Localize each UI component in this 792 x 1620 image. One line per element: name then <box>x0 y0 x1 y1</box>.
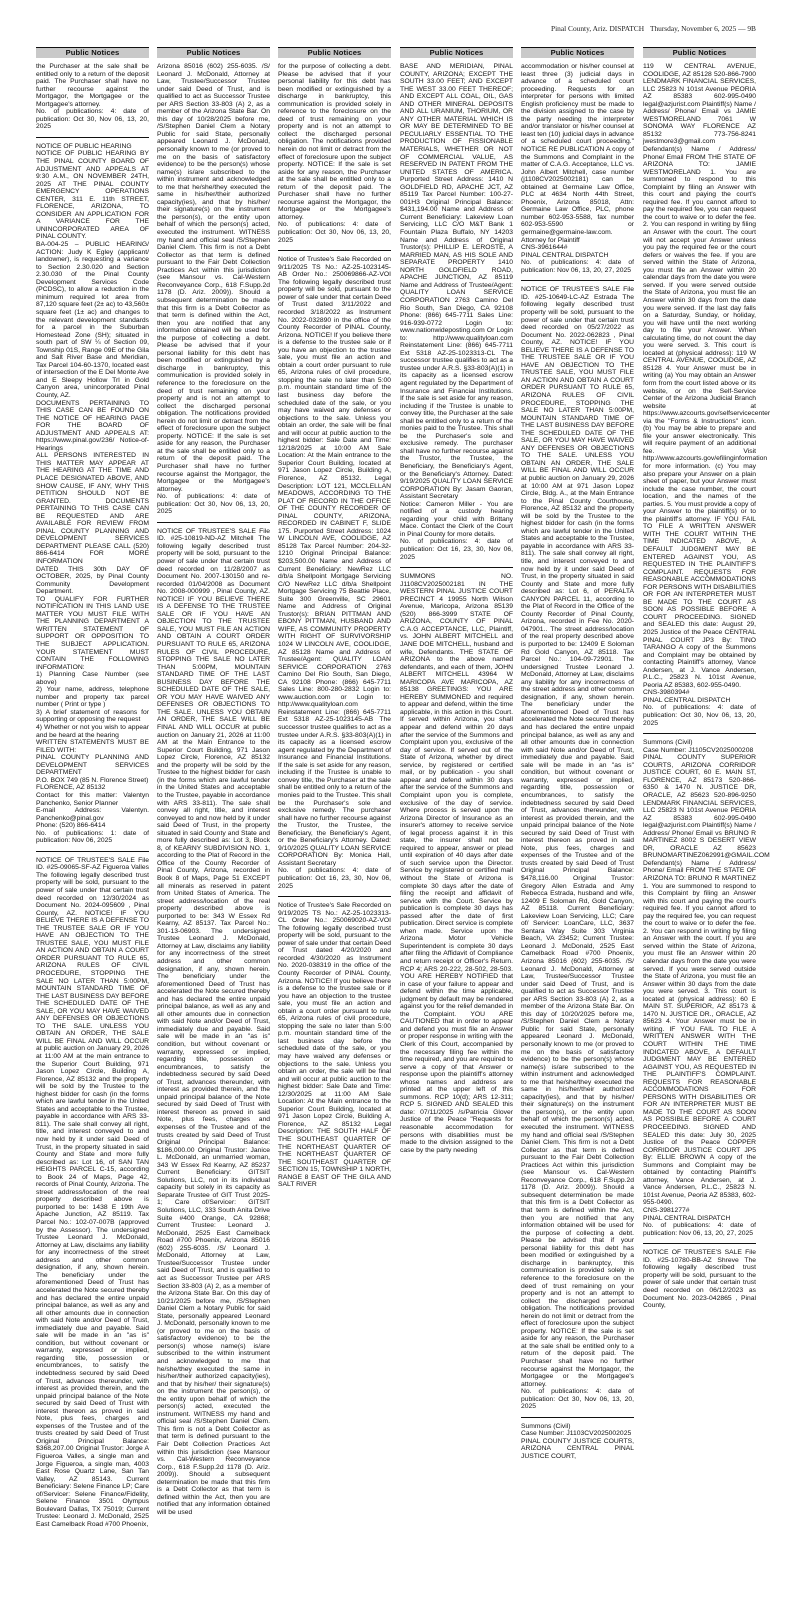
column-body <box>278 63 391 1189</box>
public-notice <box>521 286 634 1410</box>
notice-divider <box>36 137 149 138</box>
notice-paragraph: E-mail Address: Valentyn. Panchenko@pinal.gov <box>36 807 149 822</box>
notice-paragraph: Notice of Trustee's Sale Recorded on 9/19/2025 TS No.: AZ-25-1023313-CL Order No.: 250069020-AZ-VOI The following legally described trust property will be sold, pursuant to the power of sale under that certain Deed of Trust dated 4/20/2020 and recorded 4/30/2020 as Instrument No. 2020-038319 in the office of the County Recorder of PINAL County, Arizona. NOTICE! If you believe there is a defense to the trustee sale or if you have an objection to the trustee sale, you must file an action and obtain a court order pursuant to rule 65, Arizona rules of civil procedure, stopping the sale no later than 5:00 p.m. mountain standard time of the last business day before the scheduled date of the sale, or you may have waived any defenses or objections to the sale. Unless you obtain an order, the sale will be final and will occur at public auction to the highest bidder: Sale Date and Time: 12/30/2025 at 11:00 AM Sale Location: At the Main entrance to the Superior Court Building, located at 971 Jason Lopez Circle, Building A, Florence, AZ 85132 Legal Description: THE SOUTH HALF OF THE SOUTHEAST QUARTER OF THE NORTHEAST QUARTER OF THE NORTHEAST QUARTER OF THE SOUTHEAST QUARTER OF SECTION 15, TOWNSHIP 1 NORTH, RANGE 8 EAST OF THE GILA AND SALT RIVER <box>278 902 391 1189</box>
notice-paragraph: PINAL COUNTY PLANNING AND DEVELOPMENT SERVICES DEPARTMENT <box>36 754 149 777</box>
public-notice <box>36 857 149 1529</box>
notice-paragraph: CNS-3981277# <box>643 1207 690 1215</box>
notice-paragraph: FLORENCE, AZ 85132 <box>36 784 106 792</box>
notice-paragraph: NOTICE OF PUBLIC HEARING <box>36 142 132 150</box>
notice-paragraph: No. of publications: 4: date of publication: Oct 16, 23, 30, Nov 06, 2025 <box>278 867 391 890</box>
notice-paragraph: PINAL CENTRAL DISPATCH <box>643 696 731 704</box>
notice-column <box>521 47 634 1582</box>
notice-paragraph: 4) Whether or not you wish to appear and be heard at the hearing <box>36 724 149 739</box>
notice-paragraph: ALL PERSONS INTERESTED IN THIS MATTER MAY APPEAR AT THE HEARING AT THE TIME AND PLACE DESIGNATED ABOVE, AND SHOW CAUSE, IF ANY, WHY THIS PETITION SHOULD NOT BE GRANTED. DOCUMENTS PERTAINING TO THIS CASE CAN BE REQUESTED AND ARE AVAILABLE FOR REVIEW FROM PINAL COUNTY PLANNING AND DEVELOPMENT SERVICES DEPARTMENT PLEASE CALL (520) 866-6414 FOR MORE INFORMATION <box>36 452 149 565</box>
notice-paragraph: NOTICE OF TRUSTEE'S SALE File ID. #25-09065-SF-AZ Figueroa Valles The following legally described trust property will be sold, pursuant to the power of sale under that certain trust deed recorded on 12/30/2024 as Document No. 2024-095609 , Pinal County, AZ. NOTICE! IF YOU BELIEVE THERE IS A DEFENSE TO THE TRUSTEE SALE OR IF YOU HAVE AN OBJECTION TO THE TRUSTEE SALE, YOU MUST FILE AN ACTION AND OBTAIN A COURT ORDER PURSUANT TO RULE 65, ARIZONA RULES OF CIVIL PROCEDURE, STOPPING THE SALE NO LATER THAN 5:00PM, MOUNTAIN STANDARD TIME OF THE LAST BUSINESS DAY BEFORE THE SCHEDULED DATE OF THE SALE, OR YOU MAY HAVE WAIVED ANY DEFENSES OR OBJECTIONS TO THE SALE. UNLESS YOU OBTAIN AN ORDER, THE SALE WILL BE FINAL AND WILL OCCUR at public auction on January 29, 2026 at 11:00 AM at the main entrance to the Superior Court Building, 971 Jason Lopez Circle, Building A, Florence, AZ 85132 and the property will be sold by the Trustee to the highest bidder for cash (in the forms which are lawful tender in the United States and acceptable to the Trustee, payable in accordance with ARS 33-811). The sale shall convey all right, title, and interest conveyed to and now held by it under said Deed of Trust, in the property situated in said County and State and more fully described as: Lot 16, of SAN TAN HEIGHTS PARCEL C-15, according to Book 24 of Maps, Page 42, records of Pinal County, Arizona. The street address/location of the real property described above is purported to be: 1438 E 19th Ave Apache Junction, AZ 85119. Tax Parcel No.: 102-07-007B (approved by the Assessor). The undersigned Trustee Leonard J. McDonald, Attorney at Law, disclaims any liability for any incorrectness of the street address and other common designation, if any, shown herein. The beneficiary under the aforementioned Deed of Trust has accelerated the Note secured thereby and has declared the entire unpaid principal balance, as well as any and all other amounts due in connection with said Note and/or Deed of Trust, immediately due and payable. Said sale will be made in an "as is" condition, but without covenant or warranty, expressed or implied, regarding title, possession or encumbrances, to satisfy the indebtedness secured by said Deed of Trust, advances thereunder, with interest as provided therein, and the unpaid principal balance of the Note secured by said Deed of Trust with interest thereon as proved in said Note, plus fees, charges and expenses of the Trustee and of the trusts created by said Deed of Trust Original Principal Balance: $368,207.00 Original Trustor: Jorge A Figueroa Valles, a single man and Jorge Figueroa, a single man, 4003 East Rose Quartz Lane, San Tan Valley, AZ 85143. Current Beneficiary: Selene Finance LP; Care of/Servicer: Selene Finance/Fidelity, Selene Finance 3501 Olympus Boulevard Dallas, TX 75019; Current Trustee: Leonard J. McDonald, 2525 East Camelback Road #700 Phoenix, <box>36 856 149 1528</box>
notice-paragraph: No. of publications: 4: date of publication: Oct 16, 23, 30, Nov 06, 2025 <box>400 538 513 561</box>
notice-paragraph: SUMMONS NO. J1108CV2025002181 IN THE WESTERN PINAL JUSTICE COURT PRECINCT 4 19955 North Wilson Avenue, Maricopa, Arizona 85139 (520) 866-3999 STATE OF ARIZONA, COUNTY OF PINAL C.A.G ACCEPTANCE, LLC, Plaintiff, vs. JOHN ALBERT MITCHELL and JANE DOE MITCHELL, husband and wife, Defendants. THE STATE OF ARIZONA to the above named defendants, and each of them, JOHN ALBERT MITCHELL 43964 W MARICOPA AVE MARICOPA, AZ 85138 GREETINGS: YOU ARE HEREBY SUMMONED and required to appear and defend, within the time applicable, in this action in this Court. If served within Arizona, you shall appear and defend within 20 days after the service of the Summons and Complaint upon you, exclusive of the day of service. If served out of the State of Arizona, whether by direct service, by registered or certified mail, or by publication - you shall appear and defend within 30 days after the service of the Summons and Complaint upon you is complete, exclusive of the day of service. Where process is served upon the Arizona Director of Insurance as an insurer's attorney to receive service of legal process against it in this state, the insurer shall not be required to appear, answer or plead until expiration of 40 days after date of such service upon the Director. Service by registered or certified mail without the State of Arizona is complete 30 days after the date of filing the receipt and affidavit of service with the Court. Service by publication is complete 30 days has passed after the date of first publication. Direct service is complete when made. Service upon the Arizona Motor Vehicle Superintendent is complete 30 days after filing the Affidavit of Compliance and return receipt or Officer's Return. RCP 4; ARS 20-222, 28-502, 28-503. YOU ARE HEREBY NOTIFIED that in case of your failure to appear and defend within the time applicable, judgment by default may be rendered against you for the relief demanded in the Complaint. YOU ARE CAUTIONED that in order to appear and defend you must file an Answer or proper response in writing with the Clerk of this Court, accompanied by the necessary filing fee within the time required, and you are required to serve a copy of that Answer or response upon the plaintiff's attorney whose names and address are printed at the upper left of this summons. RCP 10(d); ARS 12-311; RCP 5. SIGNED AND SEALED this date: 07/11/2025 /s/Patricia Glover Justice of the Peace "Requests for reasonable accommodation for persons with disabilities must be made to the division assigned to the case by the party needing <box>400 573 513 1154</box>
public-notice <box>400 573 513 1154</box>
column-body <box>157 63 270 1516</box>
column-header: Public Notices <box>643 47 756 58</box>
notice-paragraph: Notice: Cameron Miller - You are notified of a custody hearing regarding your child with Brittany Mace. Contact the Clerk of the Court in Pinal County for more details. <box>400 500 513 538</box>
notice-paragraph: PINAL CENTRAL DISPATCH <box>521 251 609 259</box>
notice-divider <box>643 733 756 734</box>
notice-paragraph: Arizona 85016 (602) 255-6035. /S/ Leonard J. McDonald, Attorney at Law, Trustee/Successor Trustee under said Deed of Trust, and is qualified to act as Successor Trustee per ARS Section 33-803 (A) 2, as a member of the Arizona State Bar. On this day of 10/28/2025 before me, /S/Stephen Daniel Clem a Notary Public for said State, personally appeared Leonard J. McDonald, personally known to me (or proved to me on the basis of satisfactory evidence) to be the person(s) whose name(s) is/are subscribed to the within instrument and acknowledged to me that he/she/they executed the same in his/her/their authorized capacity(ies), and that by his/her/ their signature(s) on the instrument the person(s), or the entity upon behalf of which the person(s) acted, executed the instrument. WITNESS my hand and official seal /S/Stephen Daniel Clem. This firm is not a Debt Collector as that term is defined pursuant to the Fair Debt Collection Practices Act within this jurisdiction (see Mansour vs. Cal-Western Reconveyance Corp., 618 F.Supp.2d 1178 (D. Ariz. 2009)). Should a subsequent determination be made that this firm is a Debt Collector as that term is defined within the Act, then you are notified that any information obtained will be used for the purpose of collecting a debt. Please be advised that if your personal liability for this debt has been modified or extinguished by a discharge in bankruptcy, this communication is provided solely in reference to the foreclosure on the deed of trust remaining on your property and is not an attempt to collect the discharged personal obligation. The notifications provided herein do not limit or detract from the effect of foreclosure upon the subject property. NOTICE: If the sale is set aside for any reason, the Purchaser at the sale shall be entitled only to a return of the deposit paid. The Purchaser shall have no further recourse against the Mortgagor, the Mortgagee or the Mortgagee's attorney. <box>157 63 270 493</box>
notice-paragraph: No. of publications: 4: date of publication: Nov 06, 13, 20, 27, 2025 <box>521 259 634 274</box>
column-header: Public Notices <box>521 47 634 58</box>
notice-divider <box>157 522 270 523</box>
notice-paragraph: BA-004-25 – PUBLIC HEARING/ ACTION: Judy K Egley (applicant/ landowner), is requesting a variance to Section 2.30.020 and Section 2.30.030 of the Pinal County Development Services Code (PCDSC), to allow a reduction in the minimum required lot area from 87,120 square feet (2± ac) to 43,560± square feet (1± ac) and changes to the relevant development standards for a parcel in the Suburban Homestead Zone (SH); situated in south part of SW ¼ of Section 09, Township 01S, Range 09E of the Gila and Salt River Base and Meridian, Tax Parcel 104-60-1370, located east of intersection of the E Del Monte Ave and E Sleepy Hollow Trl in Gold Canyon area, unincorporated Pinal County, AZ. <box>36 241 149 399</box>
notice-paragraph: 2) Your name, address, telephone number and property tax parcel number ( Print or type ) <box>36 686 149 709</box>
notice-paragraph: 3) A brief statement of reasons for supporting or opposing the request <box>36 708 149 724</box>
public-notice <box>643 739 770 1237</box>
public-notice <box>521 1423 634 1461</box>
column-body <box>36 63 149 1528</box>
notice-paragraph: P.O. BOX 749 (85 N. Florence Street) <box>36 776 149 784</box>
public-notice <box>157 528 270 1517</box>
column-body <box>643 63 771 1310</box>
column-header: Public Notices <box>36 47 149 58</box>
notice-paragraph: 1) Planning Case Number (see above) <box>36 671 149 686</box>
notice-paragraph: Summons (Civil) <box>643 739 693 747</box>
notice-paragraph: No. of publications: 4: date of publication: Oct 30, Nov 06, 13, 20, 2025 <box>278 221 391 244</box>
notice-divider <box>278 896 391 897</box>
notice-paragraph: No. of publications: 4: date of publication: Oct 30, Nov 06, 13, 20, 2025 <box>521 1388 634 1411</box>
notice-divider <box>400 567 513 568</box>
notice-paragraph: No. of publications: 1: date of publication: Nov 06, 2025 <box>36 829 149 845</box>
notice-column <box>643 47 771 1582</box>
column-body <box>400 63 513 1154</box>
notice-paragraph: No. of publications: 4: date of publication: Oct 30, Nov 06, 13, 20, 2025 <box>643 704 756 727</box>
notice-paragraph: Notice of Trustee's Sale Recorded on 9/11/2025 TS No.: AZ-25-1023145-AB Order No.: 250069866-AZ-VOI The following legally described trust property will be sold, pursuant to the power of sale under that certain Deed of Trust dated 3/11/2022 and recorded 3/18/2022 as Instrument No. 2022-032890 in the office of the County Recorder of PINAL County, Arizona. NOTICE! If you believe there is a defense to the trustee sale or if you have an objection to the trustee sale, you must file an action and obtain a court order pursuant to rule 65, Arizona rules of civil procedure, stopping the sale no later than 5:00 p.m. mountain standard time of the last business day before the scheduled date of the sale, or you may have waived any defenses or objections to the sale. Unless you obtain an order, the sale will be final and will occur at public auction to the highest bidder: Sale Date and Time: 12/18/2025 at 10:00 AM Sale Location: At the Main entrance to the Superior Court Building, located at 971 Jason Lopez Circle, Building A, Florence, AZ 85132. Legal Description: LOT 121, MCCLELLAN MEADOWS, ACCORDING TO THE PLAT OF RECORD IN THE OFFICE OF THE COUNTY RECORDER OF PINAL COUNTY, ARIZONA, RECORDED IN CABINET F, SLIDE 175. Purported Street Address: 1024 W LINCOLN AVE, COOLIDGE, AZ 85128 Tax Parcel Number: 204-32-1210 Original Principal Balance: $203,500.00 Name and Address of Current Beneficiary: NewRez LLC d/b/a Shellpoint Mortgage Servicing C/O NewRez LLC d/b/a Shellpoint Mortgage Servicing 75 Beattie Place, Suite 300 Greenville, SC 29601 Name and Address of Original Trustor(s): BRIAN PITTMAN AND EBONY PITTMAN, HUSBAND AND WIFE, AS COMMUNITY PROPERTY WITH RIGHT OF SURVIVORSHIP 1024 W LINCOLN AVE, COOLIDGE, AZ 85128 Name and Address of Trustee/Agent: QUALITY LOAN SERVICE CORPORATION 2763 Camino Del Rio South, San Diego, CA 92108 Phone: (866) 645-7711 Sales Line: 800-280-2832 Login to: www.auction.com or Login to: http://www.qualityloan.com Reinstatement Line: (866) 645-7711 Ext 5318 AZ-25-1023145-AB The successor trustee qualifies to act as a trustee under A.R.S. §33-803(A)(1) in its capacity as a licensed escrow agent regulated by the Department of Insurance and Financial Institutions. If the sale is set aside for any reason, including if the Trustee is unable to convey title, the Purchaser at the sale shall be entitled only to a return of the monies paid to the Trustee. This shall be the Purchaser's sole and exclusive remedy. The purchaser shall have no further recourse against the Trustor, the Trustee, the Beneficiary, the Beneficiary's Agent, or the Beneficiary's Attorney. Dated: 9/10/2025 QUALITY LOAN SERVICE CORPORATION By: Monica Hall, Assistant Secretary <box>278 256 391 867</box>
notice-paragraph: No. of publications: 4: date of publication: Nov 06, 13, 20, 27, 2025 <box>643 1222 756 1237</box>
notice-paragraph: NOTICE OF TRUSTEE'S SALE File ID. #25-10780-BB-AZ Shreve The following legally described trust property will be sold, pursuant to the power of sale under that certain trust deed recorded on 06/12/2023 as Document No. 2023-042865 , Pinal County, <box>643 1249 756 1310</box>
notice-paragraph: Case Number: J1103CV2025002025 <box>521 1430 632 1438</box>
notice-paragraph: 119 W CENTRAL AVENUE, COOLIDGE, AZ 85128 520-866-7900 LENDMARK FINANCIAL SERVICES, LLC 25823 N 101st Avenue PEORIA AZ 85383 602-995-0490 legal@azjurist.com Plaintiff(s) Name / Address/ Phone/ Email vs JAMIE WESTMORELAND 7061 W SONOMA WAY FLORENCE AZ 85132 773-756-8241 jwestmore3@gmail.com Defendant(s) Name / Address/ Phone/ Email FROM THE STATE OF ARIZONA TO: JAMIE WESTMORELAND 1. You are summoned to respond to this Complaint by filing an Answer with this court and paying the court's required fee. If you cannot afford to pay the required fee, you can request the court to waive or to defer the fee. 2. You can respond in writing by filing an Answer with the court. The court will not accept your Answer unless you pay the required fee or the court defers or waives the fee. If you are served within the State of Arizona, you must file an Answer within 20 calendar days from the date you were served. If you were served outside the State of Arizona, you must file an Answer within 30 days from the date you were served. If the last day falls on a Saturday, Sunday, or holiday, you will have until the next working day to file your Answer. When calculating time, do not count the day you were served. 3. This court is located at (physical address): 119 W CENTRAL AVENUE, COOLIDGE, AZ 85128 4. Your Answer must be in writing (a) You may obtain an Answer form from the court listed above or its website, or on the Self-Service Center of the Arizona Judicial Branch website at https://www.azcourts.gov/selfservicecenter via the "Forms & Instructions" icon. (b) You may be able to prepare and file your answer electronically. This will require payment of an additional fee. Visit http://www.azcourts.gov/efilinginformation for more information. (c) You may also prepare your Answer on a plain sheet of paper, but your Answer must include the case number, the court location, and the names of the parties. 5. You must provide a copy of your Answer to the plaintiff(s) or to the plaintiff's attorney. IF YOU FAIL TO FILE A WRITTEN ANSWER WITH THE COURT WITHIN THE TIME INDICATED ABOVE, A DEFAULT JUDGMENT MAY BE ENTERED AGAINST YOU, AS REQUESTED IN THE PLAINTIFF'S COMPLAINT. REQUESTS FOR REASONABLE ACCOMMODATIONS FOR PERSONS WITH DISABILITIES OR FOR AN INTERPRETER MUST BE MADE TO THE COURT AS SOON AS POSSIBLE BEFORE A COURT PROCEEDING. SIGNED and SEALED this date: August 29, 2025 Justice of the Peace CENTRAL PINAL COURT JP3 By: TINO TARANGO A copy of the Summons and Complaint may be obtained by contacting Plaintiff's attorney, Vance Andersen, at J. Vance Andersen, P.L.C., 25823 N. 101st Avenue, Peoria AZ 85383, 602-955-0490. <box>643 63 771 689</box>
public-notice <box>643 1249 756 1309</box>
public-notice <box>278 256 391 890</box>
notice-paragraph: BASE AND MERIDIAN, PINAL COUNTY, ARIZONA; EXCEPT THE SOUTH 33.00 FEET; AND EXCEPT THE WEST 33.00 FEET THEREOF; AND EXCEPT ALL COAL, OIL, GAS AND OTHER MINERAL DEPOSITS AND ALL URANIUM, THORIUM, OR ANY OTHER MATERIAL WHICH IS OR MAY BE DETERMINED TO BE PECULIARLY ESSENTIAL TO THE PRODUCTION OF FISSIONABLE MATERIALS, WHETHER OR NOT OF COMMERCIAL VALUE, AS RESERVED IN PATENT FROM THE UNITED STATES OF AMERICA. Purported Street Address: 1410 N GOLDFIELD RD, APACHE JCT, AZ 85119 Tax Parcel Number: 100-27-001H3 Original Principal Balance: $431,194.00 Name and Address of Current Beneficiary: Lakeview Loan Servicing, LLC C/O M&T Bank 1 Fountain Plaza Buffalo, NY 14203 Name and Address of Original Trustor(s): PHILLIP E. LEROSTE, A MARRIED MAN, AS HIS SOLE AND SEPARATE PROPERTY 1410 NORTH GOLDFIELD ROAD, APACHE JUNCTION, AZ 85119 Name and Address of Trustee/Agent: QUALITY LOAN SERVICE CORPORATION 2763 Camino Del Rio South, San Diego, CA 92108 Phone: (866) 645-7711 Sales Line: 916-939-0772 Login to: www.nationwideposting.com Or Login to: http://www.qualityloan.com Reinstatement Line: (866) 645-7711 Ext 5318 AZ-25-1023313-CL The successor trustee qualifies to act as a trustee under A.R.S. §33-803(A)(1) in its capacity as a licensed escrow agent regulated by the Department of Insurance and Financial Institutions. If the sale is set aside for any reason, including if the Trustee is unable to convey title, the Purchaser at the sale shall be entitled only to a return of the monies paid to the Trustee. This shall be the Purchaser's sole and exclusive remedy. The purchaser shall have no further recourse against the Trustor, the Trustee, the Beneficiary, the Beneficiary's Agent, or the Beneficiary's Attorney. Dated: 9/19/2025 QUALITY LOAN SERVICE CORPORATION By: Jasam Gaoran, Assistant Secretary <box>400 63 513 501</box>
column-header: Public Notices <box>400 47 513 58</box>
notice-paragraph: PINAL COUNTY SUPERIOR COURTS, ARIZONA CORRIDOR JUSTICE COURT, 60 E. MAIN ST, FLORENCE, AZ 85173 520-866-6350 & 1470 N. JUSTICE DR, ORACLE, AZ 85623 520-896-9250 LENDMARK FINANCIAL SERVICES, LLC 25823 N 101st Avenue PEORIA AZ 85383 602-995-0490 legal@azjurist.com Plaintiff(s) Name / Address/ Phone/ Email vs BRUNO R MARTINEZ 8002 S DESERT VIEW DR, ORACLE AZ 85623 BRUNOMARTINEZ062991@GMAIL.COM Defendant(s) Name / Address/ Phone/ Email FROM THE STATE OF ARIZONA TO: BRUNO R MARTINEZ 1. You are summoned to respond to this Complaint by filing an Answer with this court and paying the court's required fee. If you cannot afford to pay the required fee, you can request the court to waive or to defer the fee. 2. You can respond in writing by filing an Answer with the court. If you are served within the State of Arizona, you must file an Answer within 20 calendar days from the date you were served. If you were served outside the State of Arizona, you must file an Answer within 30 days from the date you were served. 3. This court is located at (physical address): 60 E MAIN ST. SUPERIOR, AZ 85173 & 1470 N. JUSTICE DR., ORACLE, AZ 85623 4. Your Answer must be in writing. IF YOU FAIL TO FILE A WRITTEN ANSWER WITH THE COURT WITHIN THE TIME INDICATED ABOVE, A DEFAULT JUDGMENT MAY BE ENTERED AGAINST YOU, AS REQUESTED IN THE PLAINTIFF'S COMPLAINT. REQUESTS FOR REASONABLE ACCOMMODATIONS FOR PERSONS WITH DISABILITIES OR FOR AN INTERPRETER MUST BE MADE TO THE COURT AS SOON AS POSSIBLE BEFORE A COURT PROCEEDING. SIGNED AND SEALED this date: July 30, 2025 Justice of the Peace COPPER CORRIDOR JUSTICE COURT JP5 By: ELLIE BROWN A copy of the Summons and Complaint may be obtained by contacting Plaintiff's attorney, Vance Andersen, at J. Vance Andersen, P.L.C., 25823 N. 101st Avenue, Peoria AZ 85383, 602-955-0490. <box>643 754 770 1207</box>
notice-paragraph: for the purpose of collecting a debt. Please be advised that if your personal liability for this debt has been modified or extinguished by a discharge in bankruptcy, this communication is provided solely in reference to the foreclosure on the deed of trust remaining on your property and is not an attempt to collect the discharged personal obligation. The notifications provided herein do not limit or detract from the effect of foreclosure upon the subject property. NOTICE: If the sale is set aside for any reason, the Purchaser at the sale shall be entitled only to a return of the deposit paid. The Purchaser shall have no further recourse against the Mortgagor, the Mortgagee or the Mortgagee's attorney. <box>278 63 391 221</box>
notice-paragraph: NOTICE OF TRUSTEE'S SALE File ID. #25-10649-LC-AZ Estrada The following legally described trust property will be sold, pursuant to the power of sale under that certain trust deed recorded on 05/27/2022 as Document No. 2022-062823 , Pinal County, AZ. NOTICE! IF YOU BELIEVE THERE IS A DEFENSE TO THE TRUSTEE SALE OR IF YOU HAVE AN OBJECTION TO THE TRUSTEE SALE, YOU MUST FILE AN ACTION AND OBTAIN A COURT ORDER PURSUANT TO RULE 65, ARIZONA RULES OF CIVIL PROCEDURE, STOPPING THE SALE NO LATER THAN 5:00PM, MOUNTAIN STANDARD TIME OF THE LAST BUSINESS DAY BEFORE THE SCHEDULED DATE OF THE SALE, OR YOU MAY HAVE WAIVED ANY DEFENSES OR OBJECTIONS TO THE SALE. UNLESS YOU OBTAIN AN ORDER, THE SALE WILL BE FINAL AND WILL OCCUR at public auction on January 29, 2026 at 10:00 AM at 971 Jason Lopez Circle, Bldg. A., at the Main Entrance to the Pinal County Courthouse, Florence, AZ 85132 and the property will be sold by the Trustee to the highest bidder for cash (in the forms which are lawful tender in the United States and acceptable to the Trustee, payable in accordance with ARS 33-811). The sale shall convey all right, title, and interest conveyed to and now held by it under said Deed of Trust, in the property situated in said County and State and more fully described as: Lot 6, of PERALTA CANYON PARCEL 11, according to the Plat of Record in the Office of the County Recorder of Pinal County, Arizona, recorded in Fee No. 2020-047901.. The street address/location of the real property described above is purported to be: 12409 E Soloman Rd Gold Canyon, AZ 85118. Tax Parcel No.: 104-09-72901. The undersigned Trustee Leonard J. McDonald, Attorney at Law, disclaims any liability for any incorrectness of the street address and other common designation, if any, shown herein. The beneficiary under the aforementioned Deed of Trust has accelerated the Note secured thereby and has declared the entire unpaid principal balance, as well as any and all other amounts due in connection with said Note and/or Deed of Trust, immediately due and payable. Said sale will be made in an "as is" condition, but without covenant or warranty, expressed or implied, regarding title, possession or encumbrances, to satisfy the indebtedness secured by said Deed of Trust, advances thereunder, with interest as provided therein, and the unpaid principal balance of the Note secured by said Deed of Trust with interest thereon as proved in said Note, plus fees, charges and expenses of the Trustee and of the trusts created by said Deed of Trust Original Principal Balance: $478,116.00 Original Trustor: Gregory Allen Estrada and Amy Rebecca Estrada, husband and wife, 12409 E Soloman Rd, Gold Canyon, AZ 85118. Current Beneficiary: Lakeview Loan Servicing, LLC; Care of/ Servicer: LoanCare, LLC, 3637 Sentara Way Suite 303 Virginia Beach, VA 23452; Current Trustee: Leonard J. McDonald, 2525 East Camelback Road #700 Phoenix, Arizona 85016 (602) 255-6035. /S/ Leonard J. McDonald, Attorney at Law, Trustee/Successor Trustee under said Deed of Trust, and is qualified to act as Successor Trustee per ARS Section 33-803 (A) 2, as a member of the Arizona State Bar. On this day of 10/20/2025 before me, /S/Stephen Daniel Clem a Notary Public for said State, personally appeared Leonard J. McDonald, personally known to me (or proved to me on the basis of satisfactory evidence) to be the person(s) whose name(s) is/are subscribed to the within instrument and acknowledged to me that he/she/they executed the same in his/her/their authorized capacity(ies), and that by his/her/ their signature(s) on the instrument the person(s), or the entity upon behalf of which the person(s) acted, executed the instrument. WITNESS my hand and official seal /S/Stephen Daniel Clem. This firm is not a Debt Collector as that term is defined pursuant to the Fair Debt Collection Practices Act within this jurisdiction (see Mansour vs. Cal-Western Reconveyance Corp., 618 F.Supp.2d 1178 (D. Ariz. 2009)). Should a subsequent determination be made that this firm is a Debt Collector as that term is defined within the Act, then you are notified that any information obtained will be used for the purpose of collecting a debt. Please be advised that if your personal liability for this debt has been modified or extinguished by a discharge in bankruptcy, this communication is provided solely in reference to the foreclosure on the deed of trust remaining on your property and is not an attempt to collect the discharged personal obligation. The notifications provided herein do not limit or detract from the effect of foreclosure upon the subject property. NOTICE: If the sale is set aside for any reason, the Purchaser at the sale shall be entitled only to a return of the deposit paid. The Purchaser shall have no further recourse against the Mortgagor, the Mortgagee or the Mortgagee's attorney. <box>521 286 634 1388</box>
notice-divider <box>36 851 149 852</box>
issue-date-page: Thursday, November 6, 2025 — 9B <box>649 24 756 33</box>
public-notice <box>521 63 634 274</box>
column-header: Public Notices <box>157 47 270 58</box>
notice-paragraph: NOTICE OF TRUSTEE'S SALE File ID. #25-10819-ND-AZ Mitchell The following legally described trust property will be sold, pursuant to the power of sale under that certain trust deed recorded on 11/28/2007 as Document No. 2007-130150 and re-recorded 01/04/2008 as Document No. 2008-000999 , Pinal County, AZ. NOTICE! IF YOU BELIEVE THERE IS A DEFENSE TO THE TRUSTEE SALE OR IF YOU HAVE AN OBJECTION TO THE TRUSTEE SALE, YOU MUST FILE AN ACTION AND OBTAIN A COURT ORDER PURSUANT TO RULE 65, ARIZONA RULES OF CIVIL PROCEDURE, STOPPING THE SALE NO LATER THAN 5:00PM, MOUNTAIN STANDARD TIME OF THE LAST BUSINESS DAY BEFORE THE SCHEDULED DATE OF THE SALE, OR YOU MAY HAVE WAIVED ANY DEFENSES OR OBJECTIONS TO THE SALE. UNLESS YOU OBTAIN AN ORDER, THE SALE WILL BE FINAL AND WILL OCCUR at public auction on January 21, 2026 at 11:00 AM at the Main Entrance to the Superior Court Building, 971 Jason Lopez Circle, Florence, AZ 85132 and the property will be sold by the Trustee to the highest bidder for cash (in the forms which are lawful tender in the United States and acceptable to the Trustee, payable in accordance with ARS 33-811). The sale shall convey all right, title, and interest conveyed to and now held by it under said Deed of Trust, in the property situated in said County and State and more fully described as: Lot 3, Block 8, of KEARNY SUBDIVISION NO. 1, according to the Plat of Record in the Office of the County Recorder of Pinal County, Arizona, recorded in Book 8 of Maps, Page 51 EXCEPT all minerals as reserved in patent from United States of America. The street address/location of the real property described above is purported to be: 343 W Essex Rd Kearny, AZ 85137. Tax Parcel No.: 301-13-06903. The undersigned Trustee Leonard J. McDonald, Attorney at Law, disclaims any liability for any incorrectness of the street address and other common designation, if any, shown herein. The beneficiary under the aforementioned Deed of Trust has accelerated the Note secured thereby and has declared the entire unpaid principal balance, as well as any and all other amounts due in connection with said Note and/or Deed of Trust, immediately due and payable. Said sale will be made in an "as is" condition, but without covenant or warranty, expressed or implied, regarding title, possession or encumbrances, to satisfy the indebtedness secured by said Deed of Trust, advances thereunder, with interest as provided therein, and the unpaid principal balance of the Note secured by said Deed of Trust with interest thereon as proved in said Note, plus fees, charges and expenses of the Trustee and of the trusts created by said Deed of Trust Original Principal Balance: $186,000.00 Original Trustor: Janice L. McDonald, an unmarried woman, 343 W Essex Rd Kearny, AZ 85237 Current Beneficiary: GITSIT Solutions, LLC, not in its individual capacity but solely in its capacity as Separate Trustee of GIT Trust 2025-1; Care of/Servicer: GITSIT Solutions, LLC, 333 South Anita Drive Suite #400 Orange, CA 92868; Current Trustee: Leonard J. McDonald, 2525 East Camelback Road #700 Phoenix, Arizona 85016 (602) 255-6035. /S/ Leonard J. McDonald, Attorney at Law, Trustee/Successor Trustee under said Deed of Trust, and is qualified to act as Successor Trustee per ARS Section 33-803 (A) 2, as a member of the Arizona State Bar. On this day of 10/21/2025 before me, /S/Stephen Daniel Clem a Notary Public for said State, personally appeared Leonard J. McDonald, personally known to me (or proved to me on the basis of satisfactory evidence) to be the person(s) whose name(s) is/are subscribed to the within instrument and acknowledged to me that he/she/they executed the same in his/her/their authorized capacity(ies), and that by his/her/ their signature(s) on the instrument the person(s), or the entity upon behalf of which the person(s) acted, executed the instrument. WITNESS my hand and official seal /S/Stephen Daniel Clem. This firm is not a Debt Collector as that term is defined pursuant to the Fair Debt Collection Practices Act within this jurisdiction (see Mansour vs. Cal-Western Reconveyance Corp., 618 F.Supp.2d 1178 (D. Ariz. 2009)). Should a subsequent determination be made that this firm is a Debt Collector as that term is defined within the Act, then you are notified that any information obtained will be used <box>157 527 270 1516</box>
publication-name: Pinal County, Ariz. DISPATCH <box>551 24 645 33</box>
notice-paragraph: WRITTEN STATEMENTS MUST BE FILED WITH: <box>36 739 149 754</box>
public-notice <box>278 902 391 1189</box>
notice-paragraph: NOTICE OF PUBLIC HEARING BY THE PINAL COUNTY BOARD OF ADJUSTMENT AND APPEALS AT 9:30 A.M., ON NOVEMBER 24TH, 2025 AT THE PINAL COUNTY EMERGENCY OPERATIONS CENTER, 311 E. 11th STREET, FLORENCE, ARIZONA, TO CONSIDER AN APPLICATION FOR A VARIANCE FOR THE UNINCORPORATED AREA OF PINAL COUNTY. <box>36 150 149 241</box>
notice-paragraph: DOCUMENTS PERTAINING TO THIS CASE CAN BE FOUND ON THE NOTICE OF HEARING PAGE FOR THE BOARD OF ADJUSTMENT AND APPEALS AT: https://www.pinal.gov/236/ Notice-of-Hearings <box>36 399 149 452</box>
public-notice <box>36 143 149 845</box>
notice-paragraph: Summons (Civil) <box>521 1422 571 1430</box>
notice-paragraph: Case Number: J1105CV2025000208 <box>643 746 754 754</box>
notice-paragraph: TO QUALIFY FOR FURTHER NOTIFICATION IN THIS LAND USE MATTER YOU MUST FILE WITH THE PLANNING DEPARTMENT A WRITTEN STATEMENT OF SUPPORT OR OPPOSITION TO THE SUBJECT APPLICATION. YOUR STATEMENT MUST CONTAIN THE FOLLOWING INFORMATION: <box>36 595 149 671</box>
public-notice <box>400 63 513 561</box>
notice-divider <box>643 1243 756 1244</box>
page-masthead <box>547 24 756 33</box>
public-notice <box>157 63 270 516</box>
column-header: Public Notices <box>278 47 391 58</box>
public-notice <box>36 63 149 131</box>
notice-paragraph: DATED THIS 30th DAY OF OCTOBER, 2025, by Pinal County Community Development Department. <box>36 565 149 596</box>
notice-paragraph: No. of publications: 4: date of publication: Oct 30, Nov 06, 13, 20, 2025 <box>36 108 149 131</box>
notice-divider <box>521 280 634 281</box>
public-notice <box>278 63 391 244</box>
notice-column <box>36 47 149 1582</box>
column-body <box>521 63 634 1461</box>
notice-divider <box>278 250 391 251</box>
notice-paragraph: CNS-3980394# <box>643 689 690 697</box>
notice-column <box>278 47 391 1582</box>
notice-column <box>400 47 513 1582</box>
public-notice <box>643 63 771 727</box>
notice-paragraph: No. of publications: 4: date of publication: Oct 30, Nov 06, 13, 20, 2025 <box>157 493 270 516</box>
notice-divider <box>521 1417 634 1418</box>
notice-paragraph: Contact for this matter: Valentyn Panchenko, Senior Planner <box>36 791 149 807</box>
notice-paragraph: accommodation or his/her counsel at least three (3) judicial days in advance of a scheduled court proceeding. Requests for an interpreter for persons with limited English proficiency must be made to the division assigned to the case by the party needing the interpreter and/or translator or his/her counsel at least ten (10) judicial days in advance of a scheduled court proceeding." NOTICE RE PUBLICATION A copy of the Summons and Complaint in the matter of C.A.G. Acceptance, LLC vs. John Albert Mitchell, case number (j1108CV2025002181) can be obtained at Germaine Law Office, PLC at 4634 North 44th Street, Phoenix, Arizona 85018, Attn: Germaine Law Office, PLC, phone number 602-953-5588, fax number 602-953-5590 or germaine@germaine-law.com. Attorney for Plaintiff <box>521 63 634 244</box>
notice-paragraph: Phone: (520) 866-6414 <box>36 822 106 830</box>
notice-paragraph: the Purchaser at the sale shall be entitled only to a return of the deposit paid. The Purchaser shall have no further recourse against the Mortgagor, the Mortgagee or the Mortgagee's attorney. <box>36 63 149 108</box>
notice-paragraph: CNS-3961644# <box>521 244 568 252</box>
notice-column <box>157 47 270 1582</box>
notice-paragraph: PINAL CENTRAL DISPATCH <box>643 1214 731 1222</box>
notice-paragraph: PINAL COUNTY JUSTICE COURTS, ARIZONA CENTRAL PINAL JUSTICE COURT, <box>521 1437 634 1460</box>
